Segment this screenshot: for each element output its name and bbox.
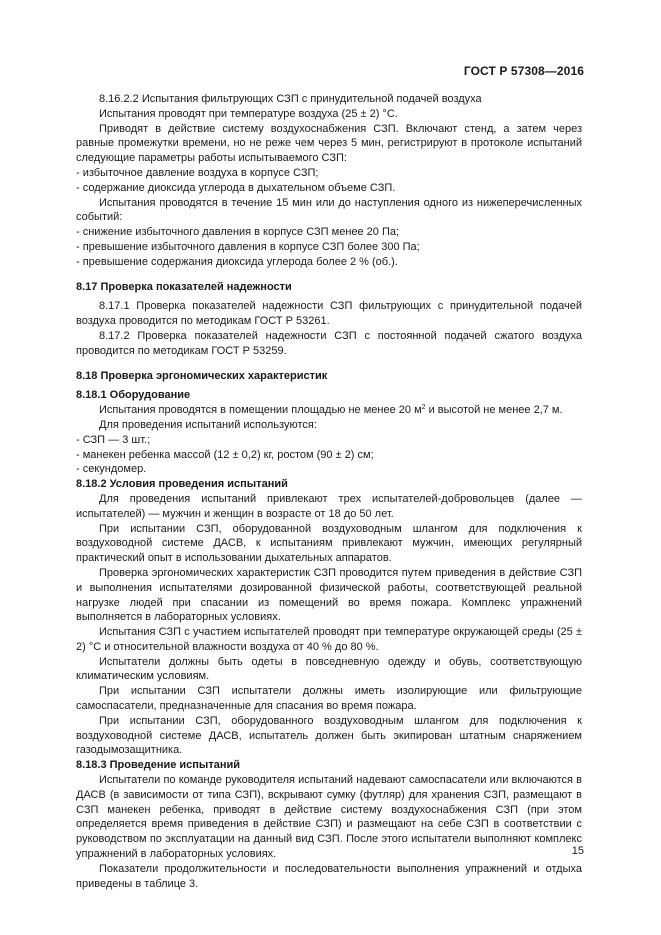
paragraph: Испытатели по команде руководителя испытаний надевают самоспасатели или включаются в ДАСВ (в зависимости от типа СЗП), вскрывают сумку (футляр) для хранения СЗП, размещают в СЗП манекен ребенка, приводят в действие систему воздухоснабжения СЗП (при этом определяется время приведения в действие СЗП) и размещают на себе СЗП в соответствии с руководством по эксплуатации на данный вид СЗП. После этого испытатели выполняют комплекс упражнений в лабораторных условиях. <box>76 774 582 861</box>
document-body <box>76 92 582 891</box>
paragraph: При испытании СЗП испытатели должны иметь изолирующие или фильтрующие самоспасатели, предназначенные для спасания во время пожара. <box>76 685 582 713</box>
paragraph: Испытания СЗП с участием испытателей проводят при температуре окружающей среды (25 ± 2) °С и относительной влажности воздуха от 40 % до 80 %. <box>76 626 582 653</box>
paragraph: Приводят в действие систему воздухоснабжения СЗП. Включают стенд, а затем через равные промежутки времени, но не реже чем через 5 мин, регистрируют в протоколе испытаний следующие параметры работы испытываемого СЗП: <box>76 122 582 165</box>
paragraph: Показатели продолжительности и последовательности выполнения упражнений и отдыха приведены в таблице 3. <box>76 862 582 890</box>
document-header: ГОСТ Р 57308—2016 <box>463 64 584 78</box>
paragraph: Испытатели должны быть одеты в повседневную одежду и обувь, соответствующую климатическим условиям. <box>76 655 582 683</box>
list-item: - содержание диоксида углерода в дыхательном объеме СЗП. <box>76 181 396 194</box>
subsection-heading: 8.18.1 Оборудование <box>76 389 191 402</box>
paragraph: Для проведения испытаний используются: <box>99 418 317 431</box>
list-item: - СЗП — 3 шт.; <box>76 433 151 446</box>
list-item: - избыточное давление воздуха в корпусе СЗП; <box>76 166 319 179</box>
list-item: - снижение избыточного давления в корпусе СЗП менее 20 Па; <box>76 226 400 239</box>
subsection-title: 8.16.2.2 Испытания фильтрующих СЗП с принудительной подачей воздуха <box>99 93 482 105</box>
paragraph: Испытания проводятся в течение 15 мин или до наступления одного из нижеперечисленных событий: <box>76 196 582 224</box>
paragraph: Для проведения испытаний привлекают трех испытателей-добровольцев (далее — испытателей) — мужчин и женщин в возрасте от 18 до 50 лет. <box>76 492 582 520</box>
list-item: - превышение избыточного давления в корпусе СЗП более 300 Па; <box>76 240 420 253</box>
subsection-heading: 8.18.2 Условия проведения испытаний <box>76 478 288 491</box>
list-item: - манекен ребенка массой (12 ± 0,2) кг, ростом (90 ± 2) см; <box>76 448 374 461</box>
subsection-heading: 8.18.3 Проведение испытаний <box>76 759 240 772</box>
paragraph: 8.17.2 Проверка показателей надежности СЗП с постоянной подачей сжатого воздуха проводится по методикам ГОСТ Р 53259. <box>76 329 582 357</box>
section-heading: 8.18 Проверка эргономических характеристик <box>76 369 328 382</box>
list-item: - превышение содержания диоксида углерода более 2 % (об.). <box>76 255 398 268</box>
list-item: - секундомер. <box>76 463 147 476</box>
section-heading: 8.17 Проверка показателей надежности <box>76 280 292 293</box>
paragraph: При испытании СЗП, оборудованной воздуховодным шлангом для подключения к воздуховодной системе ДАСВ, к испытаниям привлекают мужчин, имеющих регулярный практический опыт в использовании дыхательных аппаратов. <box>76 522 582 565</box>
paragraph: При испытании СЗП, оборудованного воздуховодным шлангом для подключения к воздуховодной системе ДАСВ, испытатель должен быть экипирован штатным снаряжением газодымозащитника. <box>76 714 582 757</box>
paragraph: Проверка эргономических характеристик СЗП проводится путем приведения в действие СЗП и выполнения испытателями дозированной физической работы, соответствующей реальной нагрузке людей при спасании из помещений во время пожара. Комплекс упражнений выполняется в лабораторных условиях. <box>76 566 582 624</box>
page-number: 15 <box>571 845 584 857</box>
paragraph: 8.17.1 Проверка показателей надежности СЗП фильтрующих с принудительной подачей воздуха проводится по методикам ГОСТ Р 53261. <box>76 300 582 328</box>
paragraph: Испытания проводятся в помещении площадью не менее 20 $м^2$ и высотой не менее 2,7 м. <box>99 404 563 417</box>
paragraph: Испытания проводят при температуре воздуха (25 ± 2) °С. <box>99 107 398 120</box>
